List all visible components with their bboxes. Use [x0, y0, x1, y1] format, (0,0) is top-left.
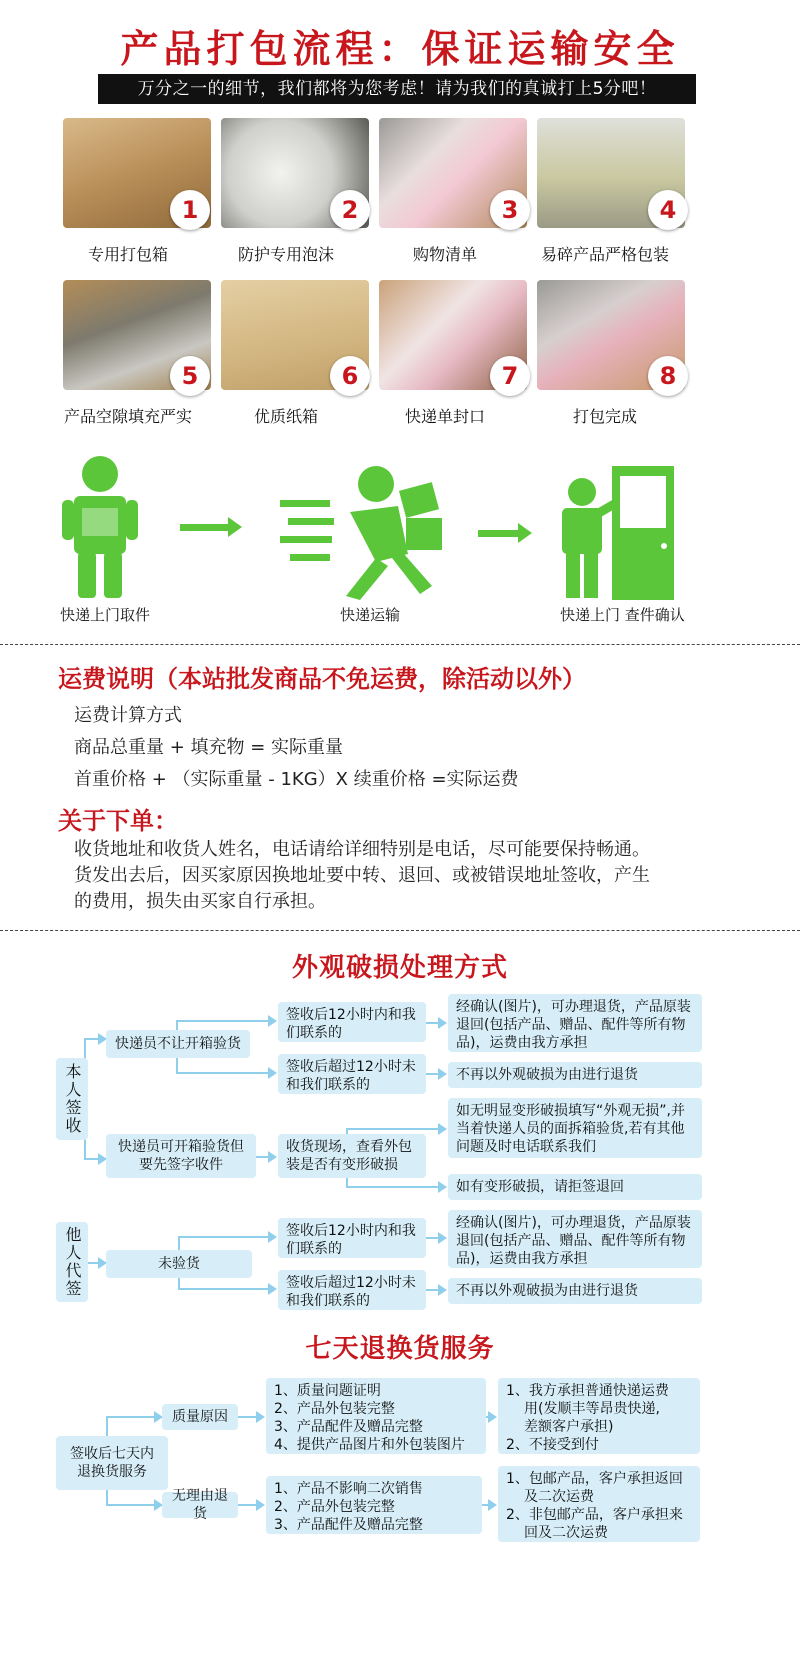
courier-running-icon — [280, 462, 460, 602]
subtitle-bar: 万分之一的细节，我们都将为您考虑！请为我们的真诚打上5分吧！ — [98, 74, 696, 104]
returns-root-box: 签收后七天内退换货服务 — [56, 1436, 168, 1490]
arrow-right-icon — [228, 517, 242, 537]
step-label: 专用打包箱 — [87, 245, 168, 264]
step-number: 3 — [490, 190, 530, 230]
quality-result: 2、不接受到付 — [506, 1437, 599, 1453]
confirm-return-box: 经确认(图片)，可办理退货，产品原装退回(包括产品、赠品、配件等所有物品)，运费由我方承担 — [448, 1210, 702, 1268]
step-label: 购物清单 — [412, 245, 477, 264]
step-label: 优质纸箱 — [253, 407, 318, 426]
no-deform-box: 如无明显变形破损填写“外观无损”,并当着快递人员的面拆箱验货,若有其他问题及时电话联系我们 — [448, 1098, 702, 1158]
step-number: 1 — [170, 190, 210, 230]
quality-req: 4、提供产品图片和外包装图片 — [274, 1437, 465, 1453]
quality-result: 差额客户承担) — [524, 1419, 614, 1435]
quality-result: 1、我方承担普通快递运费 — [506, 1383, 669, 1399]
shipping-line: 首重价格 + （实际重量 - 1KG）X 续重价格 =实际运费 — [74, 769, 519, 790]
within12-box: 签收后12小时内和我们联系的 — [278, 1218, 426, 1258]
divider — [0, 930, 800, 931]
courier-door-icon — [552, 462, 684, 602]
damage-title: 外观破损处理方式 — [291, 953, 508, 983]
step-label: 打包完成 — [572, 407, 637, 426]
step-number: 8 — [648, 356, 688, 396]
arrive-label: 快递上门 查件确认 — [560, 606, 685, 624]
returns-title: 七天退换货服务 — [305, 1334, 495, 1364]
step-number: 7 — [490, 356, 530, 396]
arrow-line — [180, 524, 230, 531]
shipping-line: 运费计算方式 — [74, 705, 182, 726]
quality-result: 用(发顺丰等昂贵快递, — [524, 1401, 660, 1417]
courier-no-open-box: 快递员不让开箱验货 — [106, 1030, 250, 1058]
quality-req: 1、质量问题证明 — [274, 1383, 381, 1399]
arrow-line — [478, 530, 520, 537]
over12-box: 签收后超过12小时未和我们联系的 — [278, 1054, 426, 1094]
proxy-sign-box: 他人代签 — [56, 1222, 88, 1302]
within12-box: 签收后12小时内和我们联系的 — [278, 1002, 426, 1042]
step-number: 2 — [330, 190, 370, 230]
order-heading: 关于下单： — [58, 807, 178, 835]
arrow-right-icon — [518, 523, 532, 543]
courier-pickup-icon — [60, 452, 140, 602]
step-number: 4 — [648, 190, 688, 230]
deform-box: 如有变形破损，请拒签退回 — [448, 1174, 702, 1200]
shipping-heading: 运费说明（本站批发商品不免运费，除活动以外） — [58, 665, 586, 693]
step-label: 易碎产品严格包装 — [540, 245, 669, 264]
quality-req: 3、产品配件及赠品完整 — [274, 1419, 423, 1435]
noreason-req: 2、产品外包装完整 — [274, 1499, 395, 1515]
pickup-label: 快递上门取件 — [60, 606, 151, 624]
noreason-result-box — [498, 1466, 700, 1542]
noreason-req: 3、产品配件及赠品完整 — [274, 1517, 423, 1533]
courier-open-box: 快递员可开箱验货但要先签字收件 — [106, 1134, 256, 1178]
shipping-line: 商品总重量 + 填充物 = 实际重量 — [74, 737, 344, 758]
transit-label: 快递运输 — [340, 606, 401, 624]
page-title: 产品打包流程：保证运输安全 — [120, 27, 680, 71]
no-return-box: 不再以外观破损为由进行退货 — [448, 1062, 702, 1088]
noreason-reqs-box — [266, 1476, 482, 1534]
step-number: 6 — [330, 356, 370, 396]
step-number: 5 — [170, 356, 210, 396]
over12-box: 签收后超过12小时未和我们联系的 — [278, 1270, 426, 1310]
quality-box: 质量原因 — [162, 1404, 238, 1430]
step-label: 防护专用泡沫 — [237, 245, 334, 264]
check-package-box: 收货现场，查看外包装是否有变形破损 — [278, 1134, 426, 1178]
noreason-result: 回及二次运费 — [524, 1525, 608, 1541]
no-reason-box: 无理由退货 — [162, 1492, 238, 1518]
self-sign-box: 本人签收 — [56, 1058, 88, 1140]
noreason-result: 2、非包邮产品，客户承担来 — [506, 1507, 683, 1523]
quality-reqs-box — [266, 1378, 486, 1454]
order-line: 货发出去后，因买家原因换地址要中转、退回、或被错误地址签收，产生 — [74, 865, 650, 886]
step-label: 快递单封口 — [404, 407, 485, 426]
not-checked-box: 未验货 — [106, 1250, 252, 1278]
divider — [0, 644, 800, 645]
noreason-result: 及二次运费 — [524, 1489, 594, 1505]
noreason-result: 1、包邮产品，客户承担返回 — [506, 1471, 683, 1487]
step-label: 产品空隙填充严实 — [63, 407, 192, 426]
quality-result-box — [498, 1378, 700, 1454]
noreason-req: 1、产品不影响二次销售 — [274, 1481, 423, 1497]
order-line: 的费用，损失由买家自行承担。 — [74, 891, 326, 912]
confirm-return-box: 经确认(图片)，可办理退货，产品原装退回(包括产品、赠品、配件等所有物品)，运费由我方承担 — [448, 994, 702, 1052]
no-return-box: 不再以外观破损为由进行退货 — [448, 1278, 702, 1304]
quality-req: 2、产品外包装完整 — [274, 1401, 395, 1417]
order-line: 收货地址和收货人姓名，电话请给详细特别是电话，尽可能要保持畅通。 — [74, 839, 650, 860]
